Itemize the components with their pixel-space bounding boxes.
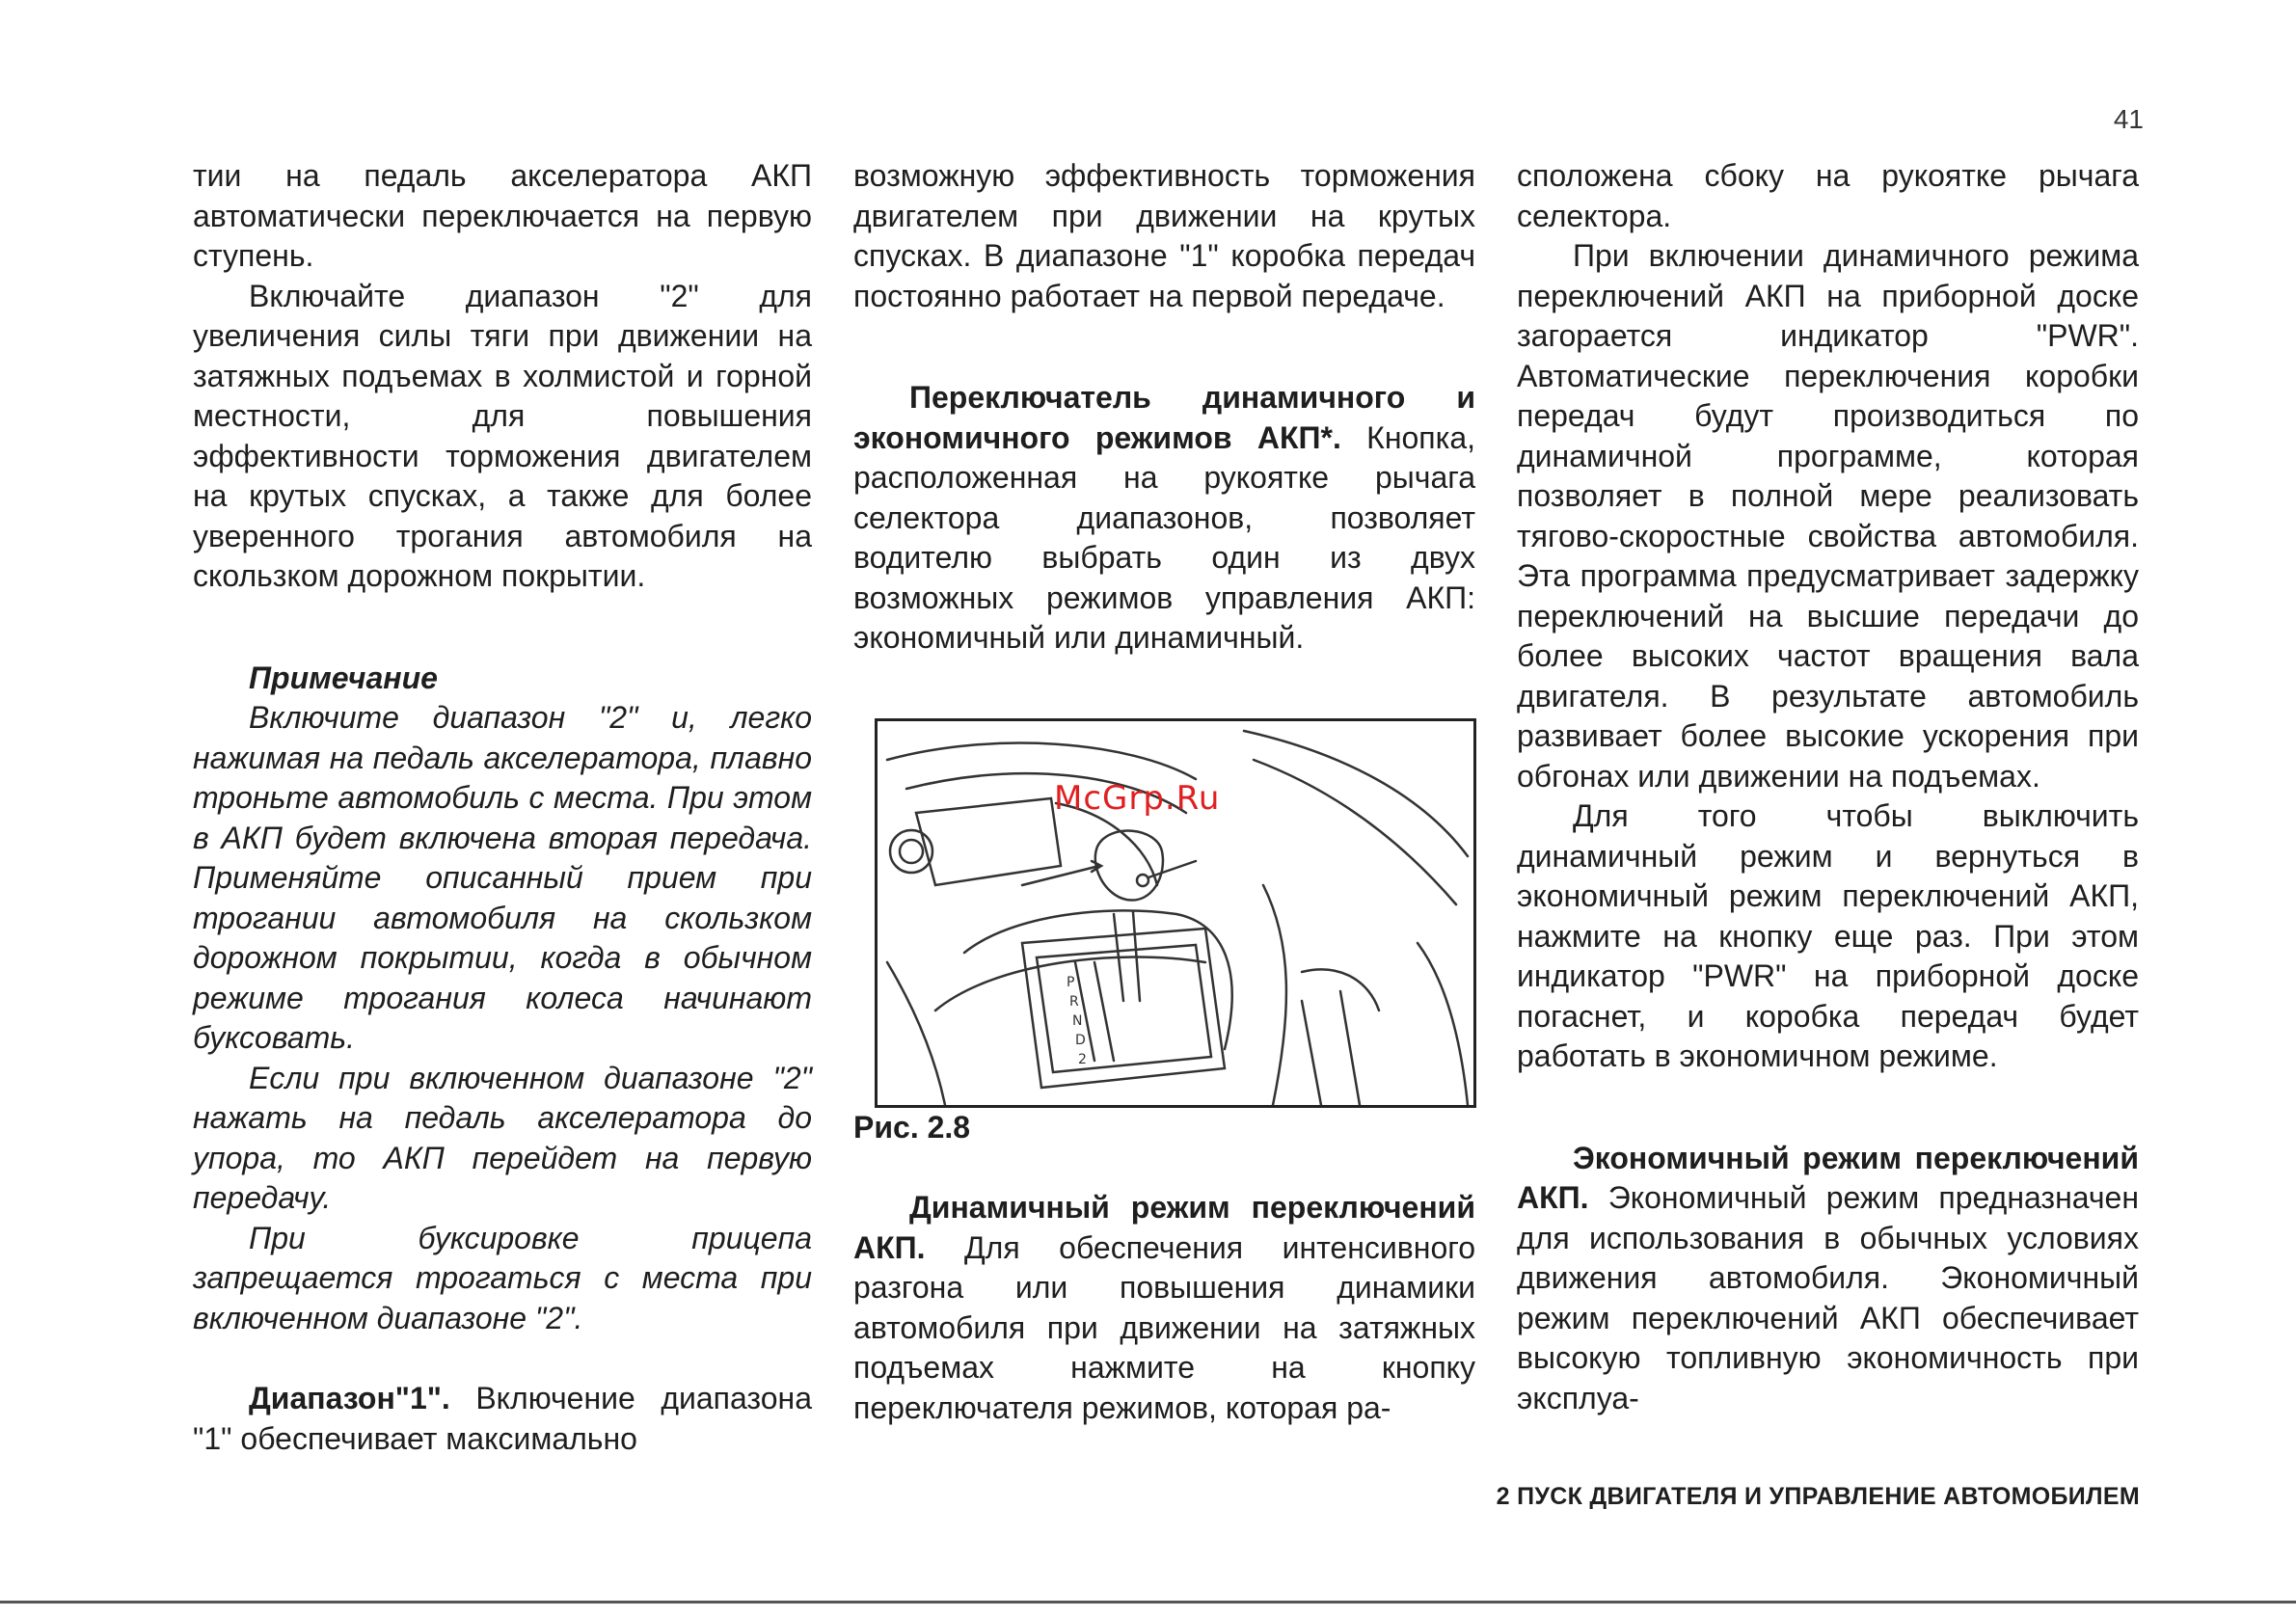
- paragraph-text: Кнопка, расположенная на рукоятке рычага селектора диапазонов, позволяет водителю выбрать один из двух возможных режимов управления АКП: экономичный или динамичный.: [853, 419, 1476, 655]
- svg-text:R: R: [1069, 993, 1079, 1010]
- paragraph: При включении динамичного режима переключений АКП на приборной доске загорается индикатор "PWR". Автоматические переключения коробки передач будут производиться по динамичной программе, которая позволяет в полной мере реализовать тягово-скоростные свойства автомобиля. Эта программа предусматривает задержку переключений на высшие передачи до более высоких частот вращения вала двигателя. В результате автомобиль развивает более высокие ускорения при обгонах или движении на подъемах.: [1517, 238, 2139, 794]
- figure-gear-selector-illustration: [875, 718, 1476, 1108]
- watermark-logo: McGrp.Ru: [1054, 778, 1221, 818]
- text-column-1: [193, 156, 812, 1459]
- paragraph: тии на педаль акселератора АКП автоматически переключается на первую ступень.: [193, 158, 812, 273]
- paragraph-heading: Динамичный режим переключений АКП.: [853, 1190, 1475, 1265]
- paragraph-heading: Переключатель динамичного и экономичного режимов АКП*.: [853, 380, 1475, 455]
- paragraph: [193, 1379, 812, 1459]
- note-paragraph: Включите диапазон "2" и, легко нажимая на педаль акселератора, плавно троньте автомобиль с места. При этом в АКП будет включена вторая передача. Применяйте описанный прием при трогании автомобиля на скользком дорожном покрытии, когда в обычном режиме трогания колеса начинают буксовать.: [193, 700, 812, 1055]
- bottom-rule: [0, 1601, 2296, 1604]
- text-column-3: [1517, 156, 2139, 1418]
- svg-text:2: 2: [1078, 1051, 1087, 1067]
- note-body: [193, 698, 812, 1338]
- note-paragraph: При буксировке прицепа запрещается трогаться с места при включенном диапазоне "2".: [193, 1220, 812, 1335]
- svg-text:N: N: [1072, 1012, 1083, 1029]
- page-number: 41: [2113, 104, 2144, 134]
- figure-caption: Рис. 2.8: [853, 1109, 971, 1145]
- paragraph: Для того чтобы выключить динамичный режим и вернуться в экономичный режим переключений АКП, нажмите на кнопку еще раз. При этом индикатор "PWR" на приборной доске погаснет, и коробка передач будет работать в экономичном режиме.: [1517, 798, 2139, 1073]
- note-title: Примечание: [249, 660, 438, 695]
- paragraph: Включайте диапазон "2" для увеличения силы тяги при движении на затяжных подъемах в холмистой и горной местности, для повышения эффективности торможения двигателем на крутых спусках, а также для более уверенного трогания автомобиля на скользком дорожном покрытии.: [193, 278, 812, 593]
- paragraph-text: Включение диапазона "1" обеспечивает максимально: [193, 1381, 812, 1456]
- svg-text:D: D: [1075, 1032, 1086, 1048]
- note-paragraph: Если при включенном диапазоне "2" нажать на педаль акселератора до упора, то АКП перейдет на первую передачу.: [193, 1060, 812, 1215]
- paragraph-text: Для обеспечения интенсивного разгона или повышения динамики автомобиля при движении на затяжных подъемах нажмите на кнопку переключателя режимов, которая ра-: [853, 1229, 1475, 1425]
- text-column-2: [853, 156, 1475, 1428]
- paragraph-text: Экономичный режим предназначен для использования в обычных условиях движения автомобиля. Экономичный режим переключений АКП обеспечивает высокую топливную экономичность при эксплуа-: [1517, 1180, 2139, 1415]
- paragraph: [1517, 1139, 2139, 1419]
- paragraph: возможную эффективность торможения двигателем при движении на крутых спусках. В диапазоне "1" коробка передач постоянно работает на первой передаче.: [853, 158, 1475, 313]
- paragraph-heading: Экономичный режим переключений АКП.: [1517, 1140, 2139, 1215]
- section-footer: 2 ПУСК ДВИГАТЕЛЯ И УПРАВЛЕНИЕ АВТОМОБИЛЕМ: [1496, 1483, 2140, 1510]
- svg-text:P: P: [1067, 974, 1075, 990]
- paragraph: [853, 1188, 1475, 1428]
- paragraph: сположена сбоку на рукоятке рычага селектора.: [1517, 158, 2139, 233]
- paragraph-heading: Диапазон"1".: [249, 1381, 450, 1415]
- paragraph: [853, 378, 1475, 659]
